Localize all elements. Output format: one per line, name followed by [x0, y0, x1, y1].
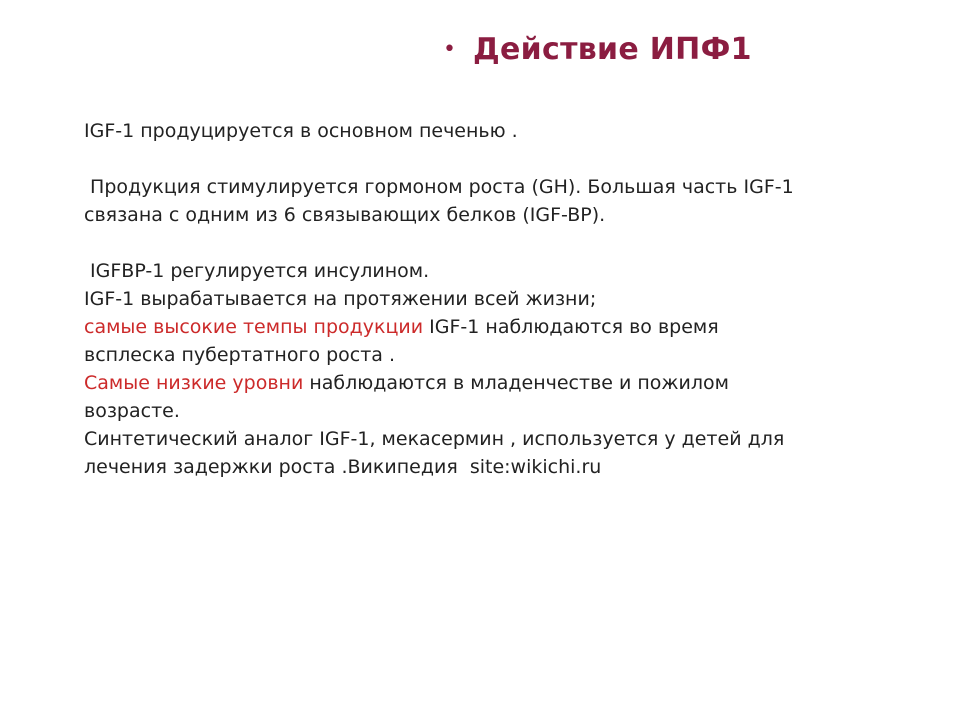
body-line: Продукция стимулируется гормоном роста (GH). Большая часть IGF-1: [84, 176, 794, 198]
body-line: всплеска пубертатного роста .: [84, 344, 396, 366]
body-line: Синтетический аналог IGF-1, мекасермин , используется у детей для: [84, 428, 785, 450]
body-line: связана с одним из 6 связывающих белков (IGF-BP).: [84, 204, 606, 226]
slide-body: [84, 117, 944, 481]
body-line: IGFBP-1 регулируется инсулином.: [84, 260, 430, 282]
body-line: лечения задержки роста .Википедия site:wikichi.ru: [84, 456, 602, 478]
body-text-segment: наблюдаются в младенчестве и пожилом: [303, 372, 729, 394]
body-text-segment: IGF-1 наблюдаются во время: [423, 316, 719, 338]
body-line: возрасте.: [84, 400, 180, 422]
body-line: IGF-1 вырабатывается на протяжении всей жизни;: [84, 288, 597, 310]
body-line: [84, 313, 944, 341]
highlight-text: Самые низкие уровни: [84, 372, 304, 394]
body-line: IGF-1 продуцируется в основном печенью .: [84, 120, 518, 142]
title-bullet-icon: •: [443, 37, 456, 62]
paragraph-gap: [84, 229, 944, 257]
paragraph-gap: [84, 145, 944, 173]
highlight-text: самые высокие темпы продукции: [84, 316, 424, 338]
slide-title: [443, 30, 752, 70]
body-line: [84, 369, 944, 397]
title-text: Действие ИПФ1: [473, 32, 752, 67]
